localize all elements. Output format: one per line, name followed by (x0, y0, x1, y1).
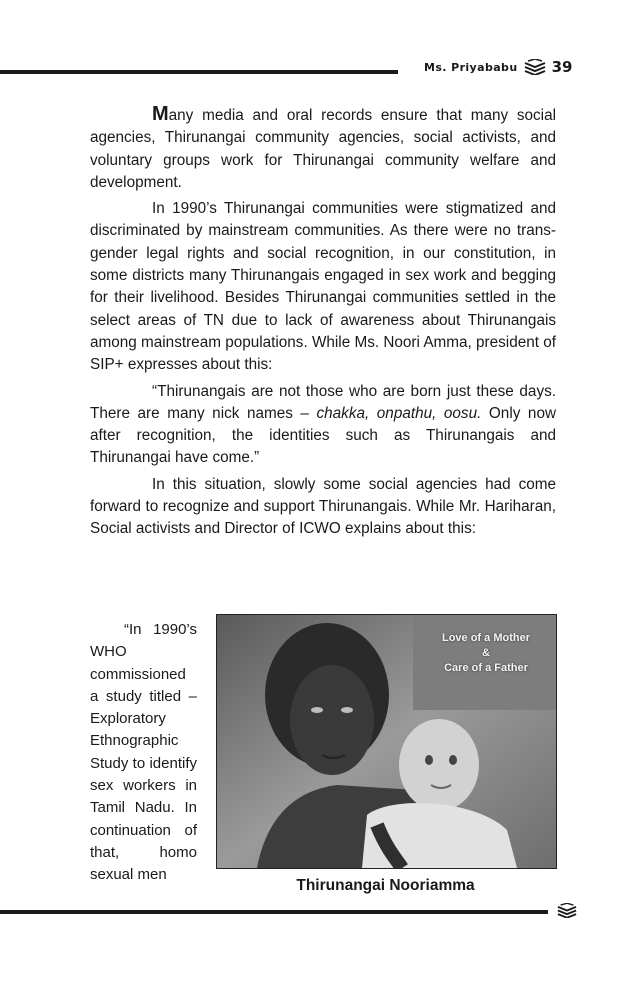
overlay-line-1: Love of a Mother (441, 632, 530, 644)
paragraph-3 (90, 381, 556, 470)
book-stack-icon (557, 903, 577, 923)
page-number: 39 (551, 58, 573, 76)
paragraph-4: In this situation, slowly some social agencies had come forward to recognize and support Thirunangais. While Mr. Hariharan, Social activists and Director of ICWO explains about this: (90, 475, 556, 538)
quote-end: Only now after recognition, the identities such as Thirunangais and Thirunangai have come.” (90, 404, 556, 467)
overlay-line-2: & (482, 647, 490, 659)
footer-rule (0, 910, 548, 914)
side-column (90, 619, 197, 887)
photo-overlay-text (442, 631, 530, 676)
nicknames: chakka, onpathu, oosu. (316, 404, 482, 422)
quote-start: “Thirunangais are not those who are born just these days. There are many nick names – (90, 382, 556, 422)
side-column-text: “In 1990’s WHO commissioned a study titled – Exploratory Ethnographic Study to identify sex workers in Tamil Nadu. In continuation of that, homo sexual men (90, 621, 197, 884)
photo-caption: Thirunangai Nooriamma (296, 877, 475, 894)
body-text (90, 103, 556, 545)
author-name: Ms. Priyababu (424, 60, 518, 74)
running-header (424, 58, 572, 76)
paragraph-1-text: any media and oral records ensure that many social agencies, Thirunangai community agencies, social activists, and voluntary groups work for Thirunangai community welfare and development. (90, 107, 556, 191)
paragraph-2: In 1990’s Thirunangai communities were stigmatized and discriminated by mainstream communities. As there were no trans-gender legal rights and social recognition, in our constitution, in some districts many Thirunangais engaged in sex work and begging for their livelihood. Besides Thirunangai communities settled in the select areas of TN due to lack of awareness about Thirunangais among mainstream populations. While Ms. Noori Amma, president of SIP+ expresses about this: (90, 200, 556, 374)
paragraph-1 (90, 103, 556, 194)
overlay-line-3: Care of a Father (444, 662, 528, 674)
photo-mother-child (216, 614, 557, 869)
book-stack-icon (524, 59, 546, 75)
drop-cap: M (152, 103, 169, 125)
header-rule (0, 70, 398, 74)
